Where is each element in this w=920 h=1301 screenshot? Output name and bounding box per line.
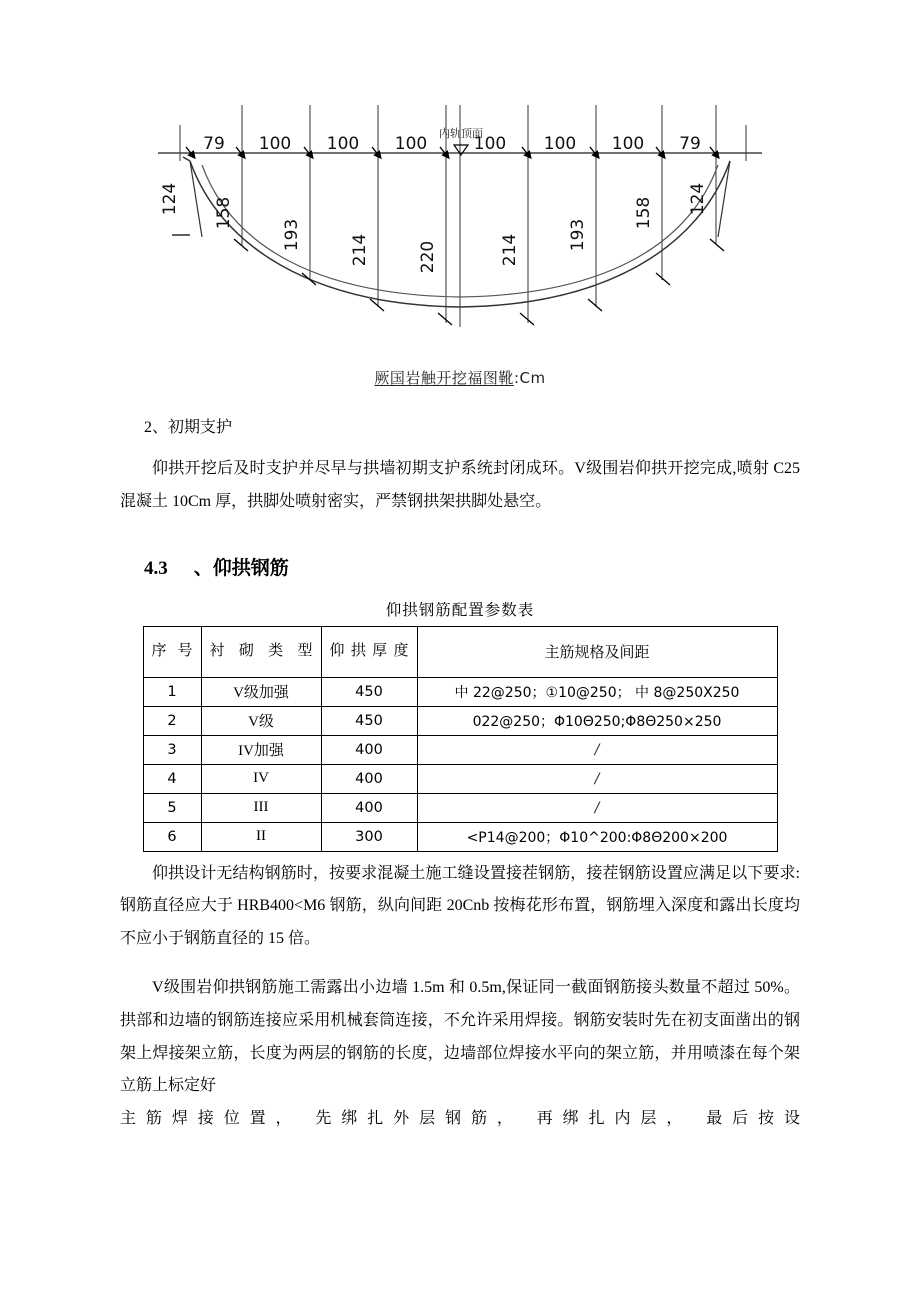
top-dim-6: 100: [543, 134, 577, 154]
top-dim-2: 100: [258, 134, 292, 154]
table-row: [143, 677, 777, 706]
figure-invert-excavation: [120, 0, 800, 387]
top-dim-8: 79: [679, 134, 701, 154]
col-header-main-rebar-spec: 主筋规格及间距: [417, 626, 777, 677]
cell-thickness: 450: [321, 706, 417, 735]
cell-thickness: 450: [321, 677, 417, 706]
cell-no: 5: [143, 793, 201, 822]
cell-no: 4: [143, 764, 201, 793]
cell-spec: /: [417, 764, 777, 793]
paragraph-grade-v-rebar-construction: V级围岩仰拱钢筋施工需露出小边墙 1.5m 和 0.5m,保证同一截面钢筋接头数量不超过 50%。拱部和边墙的钢筋连接应采用机械套筒连接，不允许采用焊接。钢筋安装时先在初支面凿出的钢架上焊接架立筋，长度为两层的钢筋的长度，边墙部位焊接水平向的架立筋，并用喷漆在每个架立筋上标定好: [120, 978, 800, 1095]
invert-cross-section-drawing: [150, 95, 770, 345]
depth-dim-4: 214: [350, 233, 370, 267]
cell-thickness: 300: [321, 822, 417, 851]
cell-type: II: [201, 822, 321, 851]
depth-dim-8: 158: [634, 196, 654, 230]
cell-no: 6: [143, 822, 201, 851]
cell-thickness: 400: [321, 764, 417, 793]
top-dim-3: 100: [326, 134, 360, 154]
col-header-invert-thickness: 仰拱厚度: [321, 626, 417, 677]
table-row: [143, 706, 777, 735]
cell-type: III: [201, 793, 321, 822]
top-dim-5: 100: [473, 134, 507, 154]
depth-dim-1: 124: [160, 182, 180, 216]
cell-spec: <P14@200；Φ10^200:Φ8Θ200×200: [417, 822, 777, 851]
cell-spec: 022@250；Φ10Θ250;Φ8Θ250×250: [417, 706, 777, 735]
rebar-parameter-table: [143, 626, 778, 852]
table-row: [143, 793, 777, 822]
table-row: [143, 764, 777, 793]
cell-type: V级加强: [201, 677, 321, 706]
col-header-lining-type: 衬砌类型: [201, 626, 321, 677]
cell-thickness: 400: [321, 793, 417, 822]
depth-dim-3: 193: [282, 218, 302, 252]
cell-no: 2: [143, 706, 201, 735]
cell-spec: /: [417, 735, 777, 764]
cell-spec: /: [417, 793, 777, 822]
col-header-no: 序号: [143, 626, 201, 677]
figure-caption: [120, 367, 800, 388]
table-row: [143, 822, 777, 851]
top-dim-4: 100: [394, 134, 428, 154]
table-header-row: [143, 626, 777, 677]
heading-initial-support: 2、初期支护: [144, 419, 233, 436]
depth-dim-6: 214: [500, 233, 520, 267]
cell-type: IV加强: [201, 735, 321, 764]
rail-top-label: 内轨顶面: [439, 127, 483, 140]
depth-dim-2: 158: [214, 196, 234, 230]
figure-caption-text: 厥国岩触开挖福图靴: [374, 369, 514, 387]
heading-title: 、仰拱钢筋: [193, 557, 289, 579]
depth-dim-7: 193: [568, 218, 588, 252]
paragraph-construction-joint-rebar: 仰拱设计无结构钢筋时，按要求混凝土施工缝设置接茬钢筋，接茬钢筋设置应满足以下要求: 钢筋直径应大于 HRB400<M6 钢筋，纵向间距 20Cnb 按梅花形布置，钢筋埋入深度和露出长度均不应小于钢筋直径的 15 倍。: [120, 864, 800, 948]
top-dim-7: 100: [611, 134, 645, 154]
cell-no: 3: [143, 735, 201, 764]
table-body: [143, 677, 777, 851]
paragraph-initial-support: 仰拱开挖后及时支护并尽早与拱墙初期支护系统封闭成环。V级围岩仰拱开挖完成,喷射 C25 混凝土 10Cm 厚，拱脚处喷射密实，严禁钢拱架拱脚处悬空。: [120, 460, 800, 510]
cell-thickness: 400: [321, 735, 417, 764]
cell-no: 1: [143, 677, 201, 706]
heading-number: 4.3: [144, 557, 168, 579]
figure-caption-unit: :Cm: [513, 369, 546, 387]
cell-spec: 中 22@250；①10@250； 中 8@250X250: [417, 677, 777, 706]
depth-dim-5: 220: [418, 240, 438, 274]
top-dim-1: 79: [203, 134, 225, 154]
heading-invert-rebar: [144, 553, 800, 580]
depth-dim-9: 124: [688, 182, 708, 216]
paragraph-rebar-tying-sequence: 主筋焊接位置， 先绑扎外层钢筋， 再绑扎内层， 最后按设: [120, 1110, 800, 1128]
cell-type: V级: [201, 706, 321, 735]
excavation-outline: [183, 157, 730, 307]
cell-type: IV: [201, 764, 321, 793]
table-row: [143, 735, 777, 764]
table-title: 仰拱钢筋配置参数表: [385, 601, 535, 619]
